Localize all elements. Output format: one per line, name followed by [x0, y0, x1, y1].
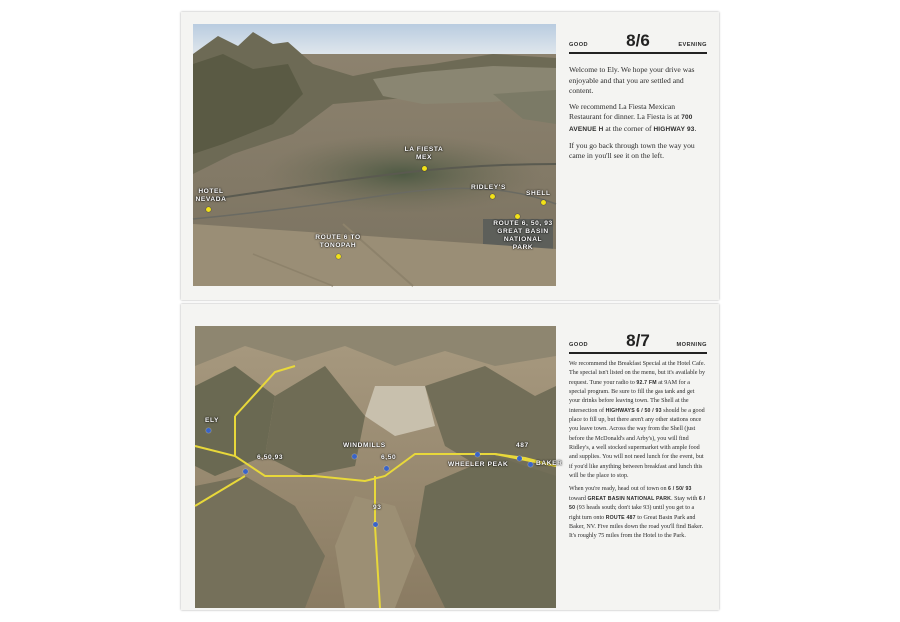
label-shell: SHELL [526, 190, 551, 197]
label-ridleys: RIDLEY'S [471, 184, 506, 191]
pin-ridleys [490, 194, 495, 199]
label-ely: ELY [205, 417, 220, 424]
paragraph-directions: If you go back through town the way you came in you'll see it on the left. [569, 140, 695, 161]
date-header-8-6 [569, 26, 707, 54]
label-6-50-93: 6,50,93 [257, 454, 284, 461]
label-wheeler-peak: WHEELER PEAK [448, 461, 509, 468]
date-label: 8/6 [626, 31, 650, 50]
pin-ely [206, 428, 211, 433]
pin-hotel-nevada [206, 207, 211, 212]
evening-body-text [569, 65, 707, 162]
paragraph-dinner: We recommend La Fiesta Mexican Restaurant for dinner. La Fiesta is at 700 AVENUE H at the corner of HIGHWAY 93. [569, 101, 697, 133]
pin-6-50 [384, 466, 389, 471]
aerial-map-route [195, 326, 563, 608]
paragraph-welcome: Welcome to Ely. We hope your drive was enjoyable and that you are settled and content. [569, 65, 695, 96]
pin-baker [528, 462, 533, 467]
pin-93 [373, 522, 378, 527]
pin-route-6-50-93 [515, 214, 520, 219]
pin-la-fiesta [422, 166, 427, 171]
pin-route-6-tonopah [336, 254, 341, 259]
pin-6-50-93 [243, 469, 248, 474]
pin-wheeler-peak [475, 452, 480, 457]
time-of-day-left: GOOD [569, 342, 589, 348]
evening-text-column [569, 26, 707, 167]
label-487: 487 [516, 442, 529, 449]
time-of-day-right: MORNING [676, 342, 707, 348]
label-route-6-tonopah: ROUTE 6 TO TONOPAH [315, 234, 361, 249]
morning-text-column [569, 326, 707, 546]
date-label: 8/7 [626, 331, 650, 350]
pin-shell [541, 200, 546, 205]
time-of-day-left: GOOD [569, 42, 589, 48]
date-header-8-7 [569, 326, 707, 354]
time-of-day-right: EVENING [678, 42, 707, 48]
label-baker: BAKER [536, 460, 563, 467]
label-6-50: 6,50 [381, 454, 397, 461]
label-la-fiesta: LA FIESTA MEX [404, 146, 444, 161]
paragraph-breakfast: We recommend the Breakfast Special at the Hotel Cafe. The special isn't listed on the menu, but it's available by request. Tune your radio to 92.7 FM at 9AM for a special program. Be sure to fill the gas tank and get your drinks before leaving town. The Shell at the intersection of HIGHWAYS 6 / 50 / 93 should be a good place to fill up, but there aren't any other stations once you leave town. Across the way from the Shell (just before the McDonald's and Arby's), you will find Ridley's, a well stocked supermarket with ample food and supplies. You will not need lunch for the event, but if you'd like anything between breakfast and lunch this will be the place to stop. [569, 361, 706, 480]
page-morning [181, 304, 719, 610]
label-93: 93 [373, 504, 382, 511]
morning-body-text [569, 360, 707, 542]
paragraph-route: When you're ready, head out of town on 6 / 50/ 93 toward GREAT BASIN NATIONAL PARK. Stay with 6 / 50 (93 heads south; don't take 93) until you get to a right turn onto ROUTE 487 to Great Basin Park and Baker, NV. Five miles down the road you'll find Baker. It's roughly 75 miles from the Hotel to the Park. [569, 486, 706, 540]
label-route-6-50-93: ROUTE 6, 50, 93 GREAT BASIN NATIONAL PARK [493, 220, 553, 251]
pin-487 [517, 456, 522, 461]
label-hotel-nevada: HOTEL NEVADA [195, 188, 227, 203]
label-windmills: WINDMILLS [343, 442, 386, 449]
page-evening [181, 12, 719, 300]
pin-windmills [352, 454, 357, 459]
aerial-map-ely [193, 24, 556, 286]
